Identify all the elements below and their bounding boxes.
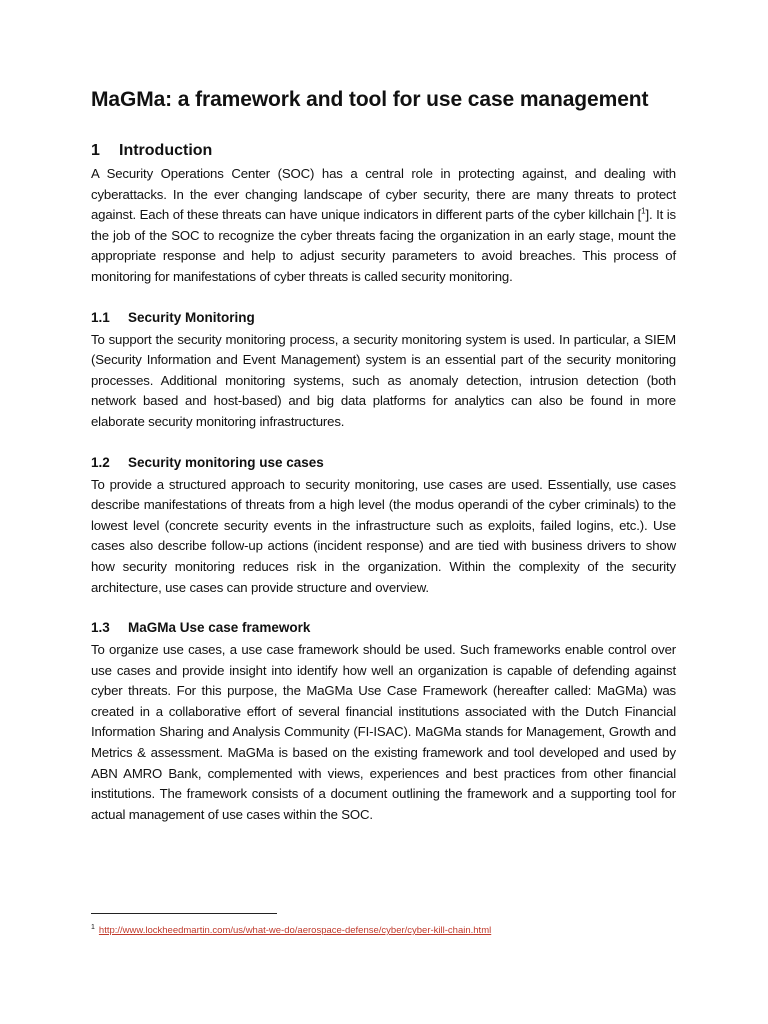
- document-page: [91, 86, 676, 825]
- paragraph-text: ]. It is the job of the SOC to recognize the cyber threats facing the organization in an early stage, mount the appropriate response and help to adjust security parameters to avoid breaches. This process of monitoring for manifestations of cyber threats is called security monitoring.: [91, 207, 677, 284]
- subsection-heading: [91, 618, 676, 638]
- subsection-heading: [91, 308, 676, 328]
- footnote-link[interactable]: http://www.lockheedmartin.com/us/what-we-do/aerospace-defense/cyber/cyber-kill-chain.html: [98, 925, 492, 936]
- paragraph-text: A Security Operations Center (SOC) has a central role in protecting against, and dealing with cyberattacks. In the ever changing landscape of cyber security, there are many threats to protect against. Each of these threats can have unique indicators in different parts of the cyber killchain [: [91, 166, 676, 223]
- section-title: Introduction: [119, 142, 213, 159]
- section-number: 1.3: [91, 620, 110, 636]
- section-number: 1.2: [91, 454, 110, 470]
- section-framework: [91, 618, 676, 825]
- section-heading: [91, 140, 676, 162]
- section-use-cases: [91, 453, 676, 599]
- section-number: 1: [91, 142, 100, 159]
- section-paragraph: To provide a structured approach to security monitoring, use cases are used. Essentially, use cases describe manifestations of threats from a high level (the modus operandi of the cyber criminals) to the lowest level (concrete security events in the infrastructure such as exploits, failed logins, etc.). Use cases also describe follow-up actions (incident response) and are tied with business drivers to show how security monitoring reduces risk in the organization. Within the complexity of the security architecture, use cases can provide structure and overview.: [91, 476, 676, 595]
- section-title: Security Monitoring: [128, 309, 255, 325]
- footnote-divider: [91, 913, 277, 914]
- section-title: MaGMa Use case framework: [128, 620, 311, 636]
- subsection-heading: [91, 453, 676, 473]
- section-paragraph: [91, 164, 676, 288]
- section-paragraph: To support the security monitoring process, a security monitoring system is used. In particular, a SIEM (Security Information and Event Management) system is an essential part of the security monitoring processes. Additional monitoring systems, such as anomaly detection, intrusion detection (both network based and host-based) and big data platforms for analytics can also be found in more elaborate security monitoring infrastructures.: [91, 331, 676, 429]
- section-title: Security monitoring use cases: [128, 454, 324, 470]
- section-paragraph: To organize use cases, a use case framework should be used. Such frameworks enable control over use cases and provide insight into identify how well an organization is capable of defending against cyber threats. For this purpose, the MaGMa Use Case Framework (hereafter called: MaGMa) was created in a collaborative effort of several financial institutions associated with the Dutch Financial Information Sharing and Analysis Community (FI-ISAC). MaGMa stands for Management, Growth and Metrics & assessment. MaGMa is based on the existing framework and tool developed and used by ABN AMRO Bank, complemented with views, experiences and best practices from other financial institutions. The framework consists of a document outlining the framework and a supporting tool for actual management of use cases within the SOC.: [91, 642, 676, 822]
- footnote: [91, 922, 491, 939]
- section-number: 1.1: [91, 309, 110, 325]
- section-security-monitoring: [91, 308, 676, 433]
- document-title: MaGMa: a framework and tool for use case management: [91, 88, 649, 111]
- footnote-reference[interactable]: 1: [641, 206, 646, 216]
- footnote-marker: 1: [91, 923, 95, 931]
- section-introduction: [91, 140, 676, 288]
